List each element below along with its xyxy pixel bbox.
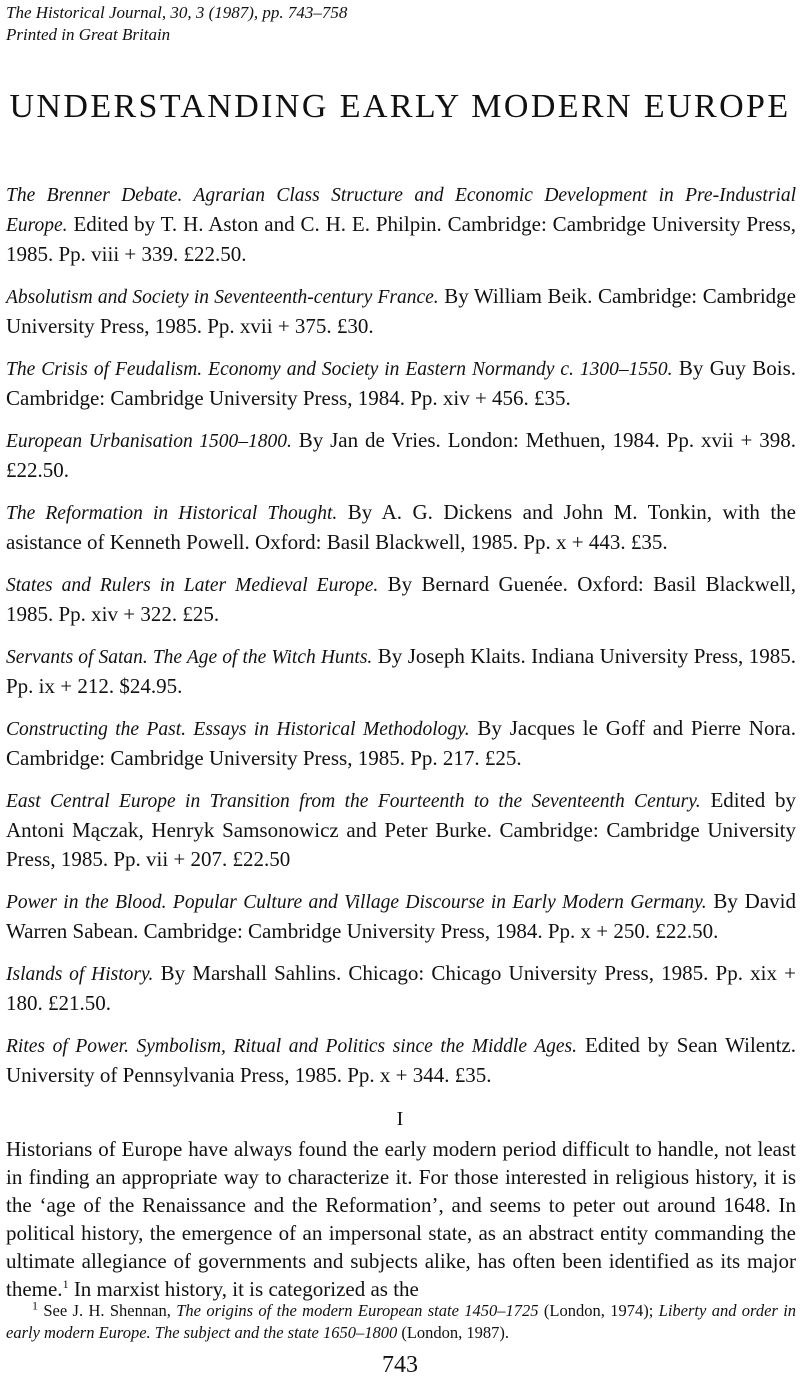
book-details: By Bernard Guenée. Oxford: Basil Blackwell, 1985. Pp. xiv + 322. £25. bbox=[6, 572, 796, 626]
review-entry bbox=[6, 714, 796, 773]
review-entry bbox=[6, 498, 796, 557]
footnote-prefix: See J. H. Shennan, bbox=[43, 1301, 171, 1320]
book-details: By Marshall Sahlins. Chicago: Chicago University Press, 1985. Pp. xix + 180. £21.50. bbox=[6, 961, 797, 1015]
footnote-suffix: (London, 1987). bbox=[401, 1323, 510, 1342]
review-entry bbox=[6, 282, 796, 341]
book-details: By Joseph Klaits. Indiana University Press, 1985. Pp. ix + 212. $24.95. bbox=[6, 644, 796, 698]
body-text-start: Historians of Europe have always found the early modern period difficult to handle, not least in finding an appropriate way to characterize it. For those interested in religious history, it is the ‘age of the Renaissance and the Reformation’, and seems to peter out around 1648. In political history, the emergence of an impersonal state, as an abstract entity commanding the ultimate allegiance of governments and subjects alike, has often been identified as its major theme. bbox=[6, 1137, 796, 1301]
journal-citation: The Historical Journal, 30, 3 (1987), pp. 743–758 bbox=[6, 3, 348, 22]
review-entry bbox=[6, 959, 796, 1018]
section-number: I bbox=[396, 1108, 404, 1130]
book-details: Edited by T. H. Aston and C. H. E. Philpin. Cambridge: Cambridge University Press, 1985. Pp. viii + 339. £22.50. bbox=[6, 212, 797, 266]
book-details: By David Warren Sabean. Cambridge: Cambridge University Press, 1984. Pp. x + 250. £22.50. bbox=[6, 889, 797, 943]
book-title: The Reformation in Historical Thought. bbox=[6, 503, 338, 524]
footnote-title-2: Liberty and order in early modern Europe. The subject and the state 1650–1800 bbox=[6, 1301, 797, 1342]
running-header bbox=[6, 2, 347, 46]
footnote bbox=[6, 1300, 796, 1344]
book-details: By Jan de Vries. London: Methuen, 1984. Pp. xvii + 398. £22.50. bbox=[6, 428, 796, 482]
book-title: Power in the Blood. Popular Culture and Village Discourse in Early Modern Germany. bbox=[6, 892, 707, 913]
book-title: The Crisis of Feudalism. Economy and Society in Eastern Normandy c. 1300–1550. bbox=[6, 359, 673, 380]
footnote-title-1: The origins of the modern European state 1450–1725 bbox=[176, 1301, 539, 1320]
book-details: By Jacques le Goff and Pierre Nora. Cambridge: Cambridge University Press, 1985. Pp. 217. £25. bbox=[6, 716, 797, 770]
book-details: Edited by Antoni Mączak, Henryk Samsonowicz and Peter Burke. Cambridge: Cambridge University Press, 1985. Pp. vii + 207. £22.50 bbox=[6, 788, 797, 871]
book-details: By A. G. Dickens and John M. Tonkin, with the asistance of Kenneth Powell. Oxford: Basil Blackwell, 1985. Pp. x + 443. £35. bbox=[6, 500, 796, 554]
review-entry bbox=[6, 887, 796, 946]
book-title: Servants of Satan. The Age of the Witch Hunts. bbox=[6, 647, 373, 668]
book-details: Edited by Sean Wilentz. University of Pennsylvania Press, 1985. Pp. x + 344. £35. bbox=[6, 1033, 797, 1087]
review-entry bbox=[6, 180, 796, 269]
book-details: By William Beik. Cambridge: Cambridge University Press, 1985. Pp. xvii + 375. £30. bbox=[6, 284, 797, 338]
article-title: UNDERSTANDING EARLY MODERN EUROPE bbox=[9, 88, 791, 125]
book-title: The Brenner Debate. Agrarian Class Structure and Economic Development in Pre-Industrial Europe. bbox=[6, 185, 796, 236]
reviewed-books-list bbox=[6, 180, 796, 1103]
footnote-mid: (London, 1974); bbox=[543, 1301, 654, 1320]
book-title: Rites of Power. Symbolism, Ritual and Politics since the Middle Ages. bbox=[6, 1036, 578, 1057]
body-text-end: In marxist history, it is categorized as the bbox=[68, 1277, 419, 1301]
book-title: East Central Europe in Transition from the Fourteenth to the Seventeenth Century. bbox=[6, 791, 701, 812]
book-title: Constructing the Past. Essays in Historical Methodology. bbox=[6, 719, 470, 740]
page-number: 743 bbox=[382, 1352, 418, 1378]
review-entry bbox=[6, 642, 796, 701]
review-entry bbox=[6, 786, 796, 874]
review-entry bbox=[6, 354, 796, 413]
book-title: European Urbanisation 1500–1800. bbox=[6, 431, 292, 452]
book-title: States and Rulers in Later Medieval Europe. bbox=[6, 575, 379, 596]
review-entry bbox=[6, 570, 796, 629]
body-paragraph bbox=[6, 1135, 796, 1303]
book-title: Islands of History. bbox=[6, 964, 154, 985]
book-title: Absolutism and Society in Seventeenth-century France. bbox=[6, 287, 439, 308]
book-details: By Guy Bois. Cambridge: Cambridge University Press, 1984. Pp. xiv + 456. £35. bbox=[6, 356, 796, 410]
footnote-number: 1 bbox=[32, 1298, 38, 1313]
review-entry bbox=[6, 426, 796, 485]
review-entry bbox=[6, 1031, 796, 1090]
footnote-reference[interactable]: 1 bbox=[62, 1277, 69, 1291]
print-location: Printed in Great Britain bbox=[6, 25, 171, 44]
